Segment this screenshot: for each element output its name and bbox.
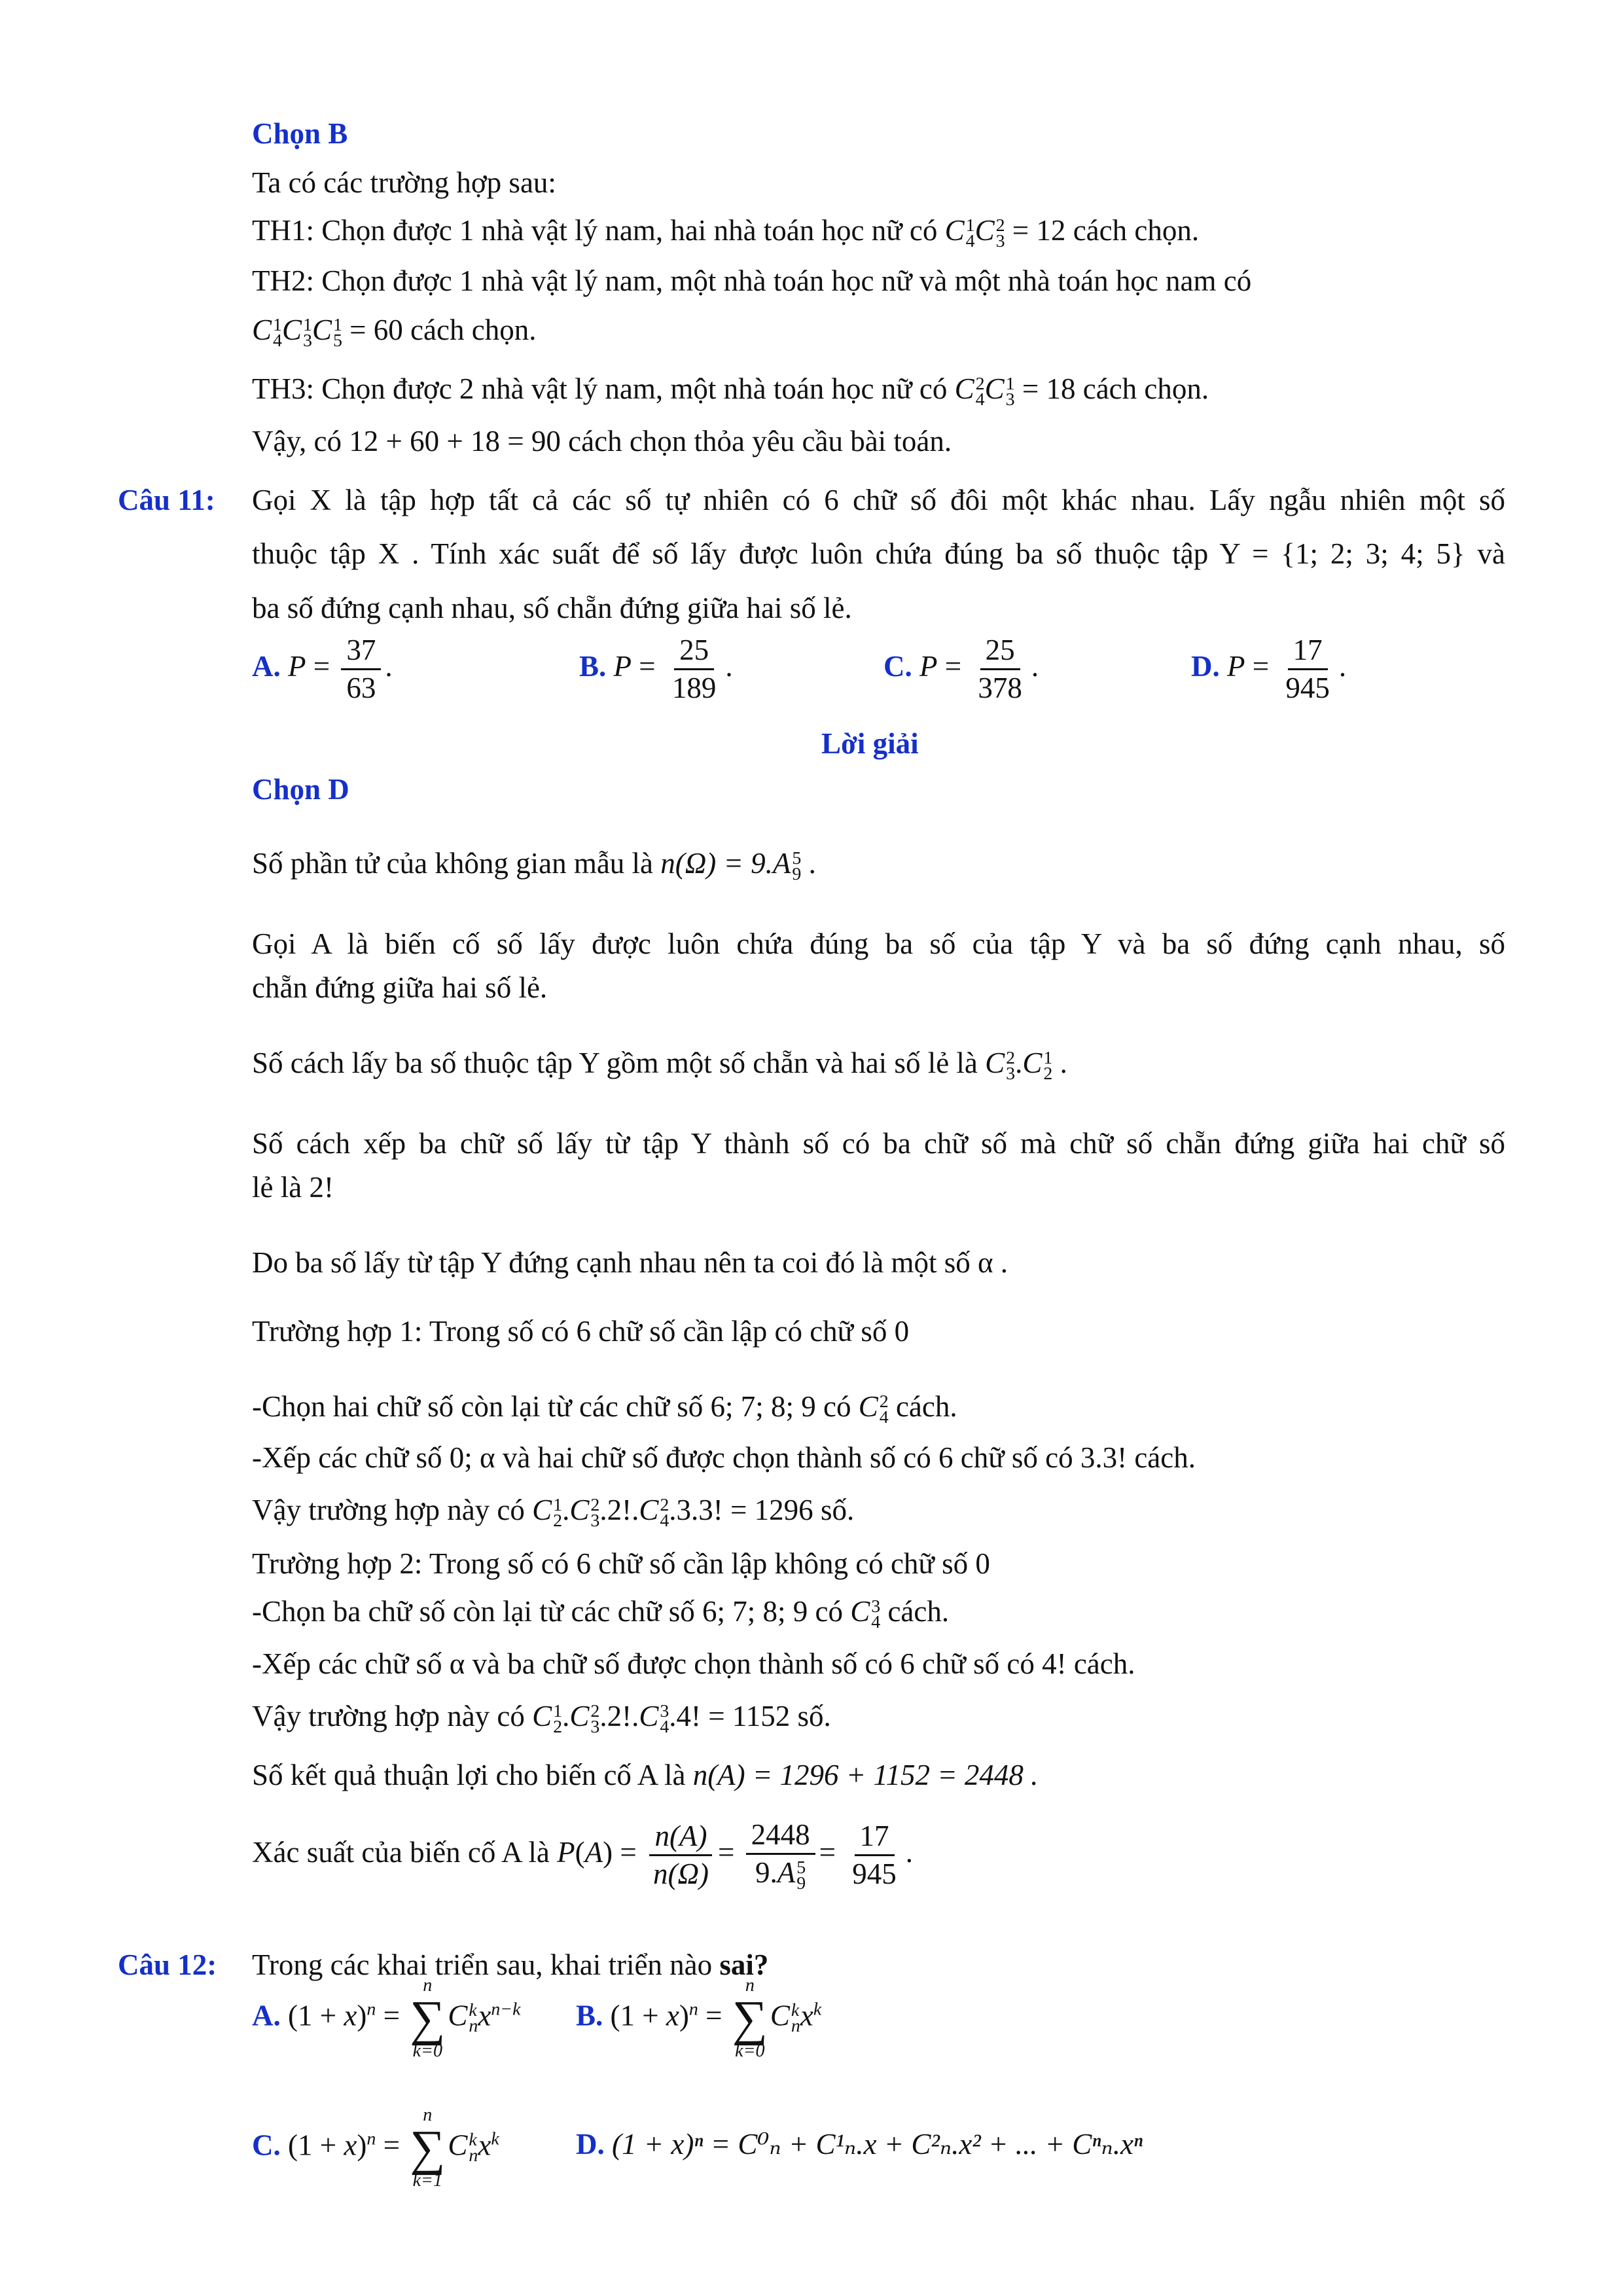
q12-option-d-expr: (1 + x)ⁿ = C⁰ₙ + C¹ₙ.x + C²ₙ.x² + ... + Cⁿₙ.xⁿ [612, 2128, 1143, 2161]
sigma-icon: n ∑ k=1 [410, 2105, 446, 2191]
q11-c2a-text: -Chọn ba chữ số còn lại từ các chữ số 6; 7; 8; 9 có [252, 1595, 843, 1628]
q11-c2b: -Xếp các chữ số α và ba chữ số được chọn thành số có 6 chữ số có 4! cách. [252, 1647, 1135, 1680]
q11-sample-space: Số phần tử của không gian mẫu là n(Ω) = 9.A 5 9 . [252, 847, 816, 884]
q11-c2c: Vậy trường hợp này có C 1 2 .C 2 3 .2!.C 3 4 .4! = 1152 số. [252, 1700, 831, 1737]
prev-answer-label: Chọn B [252, 117, 348, 150]
q11-favorable [252, 1759, 1038, 1792]
option-letter: B. [576, 1999, 603, 2032]
q11-s2b: chẵn đứng giữa hai số lẻ. [252, 971, 548, 1004]
q11-c2a: -Chọn ba chữ số còn lại từ các chữ số 6; 7; 8; 9 có C 3 4 cách. [252, 1595, 950, 1632]
option-fraction: $\frac{17}{945}$ [1285, 634, 1330, 705]
prev-th1-text: TH1: Chọn được 1 nhà vật lý nam, hai nhà toán học nữ có [252, 214, 938, 247]
sigma-icon: n ∑ k=0 [410, 1975, 446, 2062]
q11-c2c-end: số. [797, 1700, 831, 1732]
q11-c1c-text: Vậy trường hợp này có [252, 1494, 525, 1526]
prev-th3-eq: = 18 [1022, 372, 1076, 405]
option-letter: D. [576, 2128, 605, 2161]
q11-s1: Số phần tử của không gian mẫu là [252, 847, 654, 880]
q11-line2: thuộc tập X . Tính xác suất để số lấy được luôn chứa đúng ba số thuộc tập Y = {1; 2; 3; 4; 5} và [252, 537, 1505, 570]
prob-fraction-3: $\frac{17}{945}$ [852, 1820, 897, 1891]
option-fraction: $\frac{25}{378}$ [978, 634, 1022, 705]
option-letter: B. [579, 650, 607, 683]
option-letter: A. [252, 650, 281, 683]
prev-th2-eq: = 60 [349, 314, 403, 346]
q11-c1c-val: = 1296 [730, 1494, 813, 1526]
q11-option-c[interactable]: C. P = $\frac{25}{378}$ . [883, 634, 1039, 705]
q11-c2c-val: = 1152 [708, 1700, 791, 1732]
q12-label: Câu 12: [118, 1948, 217, 1981]
prev-th2-end: cách chọn. [410, 314, 537, 346]
q11-prob-text: Xác suất của biến cố A là [252, 1836, 550, 1869]
q11-option-d[interactable]: D. P = $\frac{17}{945}$ . [1191, 634, 1347, 705]
q12-option-c[interactable]: C. $(1 + x)^n$ = n ∑ k=1 C k n $x^k$ [252, 2105, 499, 2191]
q11-c1c: Vậy trường hợp này có C 1 2 .C 2 3 .2!.C 2 4 .3.3! = 1296 số. [252, 1494, 855, 1531]
q11-case1: Trường hợp 1: Trong số có 6 chữ số cần lập có chữ số 0 [252, 1315, 910, 1348]
option-fraction: $\frac{25}{189}$ [671, 634, 717, 705]
sigma-icon: n ∑ k=0 [732, 1975, 768, 2062]
q11-label: Câu 11: [118, 484, 215, 516]
q11-c1a-end: cách. [895, 1390, 957, 1423]
q11-s2a: Gọi A là biến cố số lấy được luôn chứa đúng ba số của tập Y và ba số đứng cạnh nhau, số [252, 927, 1505, 960]
prev-th2-formula: C 1 4 C 1 3 C 1 5 = 60 cách chọn. [252, 314, 537, 351]
q11-c1b: -Xếp các chữ số 0; α và hai chữ số được chọn thành số có 6 chữ số có 3.3! cách. [252, 1441, 1196, 1474]
q11-c2a-end: cách. [887, 1595, 950, 1628]
q12-option-a[interactable]: A. $(1 + x)^n$ = n ∑ k=0 C k n $x^{n-k}$ [252, 1975, 521, 2062]
q12-option-b[interactable]: B. $(1 + x)^n$ = n ∑ k=0 C k n $x^k$ [576, 1975, 822, 2062]
q11-s4b: lẻ là 2! [252, 1171, 334, 1204]
q11-fav-text: Số kết quả thuận lợi cho biến cố A là [252, 1759, 686, 1791]
q11-c1c-end: số. [820, 1494, 855, 1526]
q11-s3: Số cách lấy ba số thuộc tập Y gồm một số chẵn và hai số lẻ là C 2 3 .C 1 2 . [252, 1047, 1067, 1084]
option-letter: C. [252, 2128, 281, 2162]
q11-answer-label: Chọn D [252, 773, 349, 806]
q11-fav-expr: n(A) = 1296 + 1152 = 2448 . [692, 1759, 1039, 1791]
q11-c1a-text: -Chọn hai chữ số còn lại từ các chữ số 6; 7; 8; 9 có [252, 1390, 851, 1423]
q11-s4a: Số cách xếp ba chữ số lấy từ tập Y thành số có ba chữ số mà chữ số chẵn đứng giữa hai chữ số [252, 1127, 1505, 1160]
q11-option-b[interactable]: B. P = $\frac{25}{189}$ . [579, 634, 733, 705]
q11-line3: ba số đứng cạnh nhau, số chẵn đứng giữa hai số lẻ. [252, 592, 852, 624]
q12-text-main: Trong các khai triển sau, khai triển nào [252, 1948, 713, 1981]
q12-option-d[interactable] [576, 2106, 1143, 2183]
q11-line1: Gọi X là tập hợp tất cả các số tự nhiên có 6 chữ số đôi một khác nhau. Lấy ngẫu nhiên một số [252, 484, 1505, 516]
prob-fraction-1: $\frac{n(A)}{n(\Omega)}$ [648, 1821, 714, 1890]
q11-s5: Do ba số lấy từ tập Y đứng cạnh nhau nên ta coi đó là một số α . [252, 1246, 1008, 1279]
q11-c1a: -Chọn hai chữ số còn lại từ các chữ số 6; 7; 8; 9 có C 2 4 cách. [252, 1390, 957, 1427]
q11-case2: Trường hợp 2: Trong số có 6 chữ số cần lập không có chữ số 0 [252, 1547, 990, 1580]
q11-solution-title: Lời giải [821, 727, 919, 760]
option-fraction: $\frac{37}{63}$ [341, 635, 381, 704]
q11-s3-text: Số cách lấy ba số thuộc tập Y gồm một số chẵn và hai số lẻ là [252, 1047, 978, 1079]
prev-th3: TH3: Chọn được 2 nhà vật lý nam, một nhà toán học nữ có C 2 4 C 1 3 = 18 cách chọn. [252, 372, 1209, 410]
prev-total: Vậy, có 12 + 60 + 18 = 90 cách chọn thỏa yêu cầu bài toán. [252, 425, 952, 457]
prev-th1-eq: = 12 [1012, 214, 1066, 247]
q11-c2c-text: Vậy trường hợp này có [252, 1700, 525, 1732]
option-letter: C. [883, 650, 912, 683]
q11-probability: Xác suất của biến cố A là P(A) = $\frac{n(A)}{n(\Omega)}$ = 2448 9.A 5 9 = $\frac{17}{945}$ . [252, 1818, 914, 1893]
prev-th1: TH1: Chọn được 1 nhà vật lý nam, hai nhà toán học nữ có C 1 4 C 2 3 = 12 cách chọn. [252, 214, 1200, 251]
prev-th3-text: TH3: Chọn được 2 nhà vật lý nam, một nhà toán học nữ có [252, 372, 948, 405]
prev-th1-end: cách chọn. [1073, 214, 1200, 247]
prev-th2-text: TH2: Chọn được 1 nhà vật lý nam, một nhà toán học nữ và một nhà toán học nam có [252, 264, 1252, 297]
q12-text-emph: sai? [719, 1948, 769, 1981]
q11-option-a[interactable]: A. P = $\frac{37}{63}$ . [252, 634, 393, 705]
option-letter: D. [1191, 650, 1220, 683]
prob-fraction-2: 2448 9.A 5 9 [746, 1820, 815, 1892]
option-letter: A. [252, 1999, 281, 2032]
q11-s1-expr: n(Ω) = 9.A [660, 847, 791, 880]
prev-intro: Ta có các trường hợp sau: [252, 166, 556, 199]
prev-th3-end: cách chọn. [1082, 372, 1209, 405]
